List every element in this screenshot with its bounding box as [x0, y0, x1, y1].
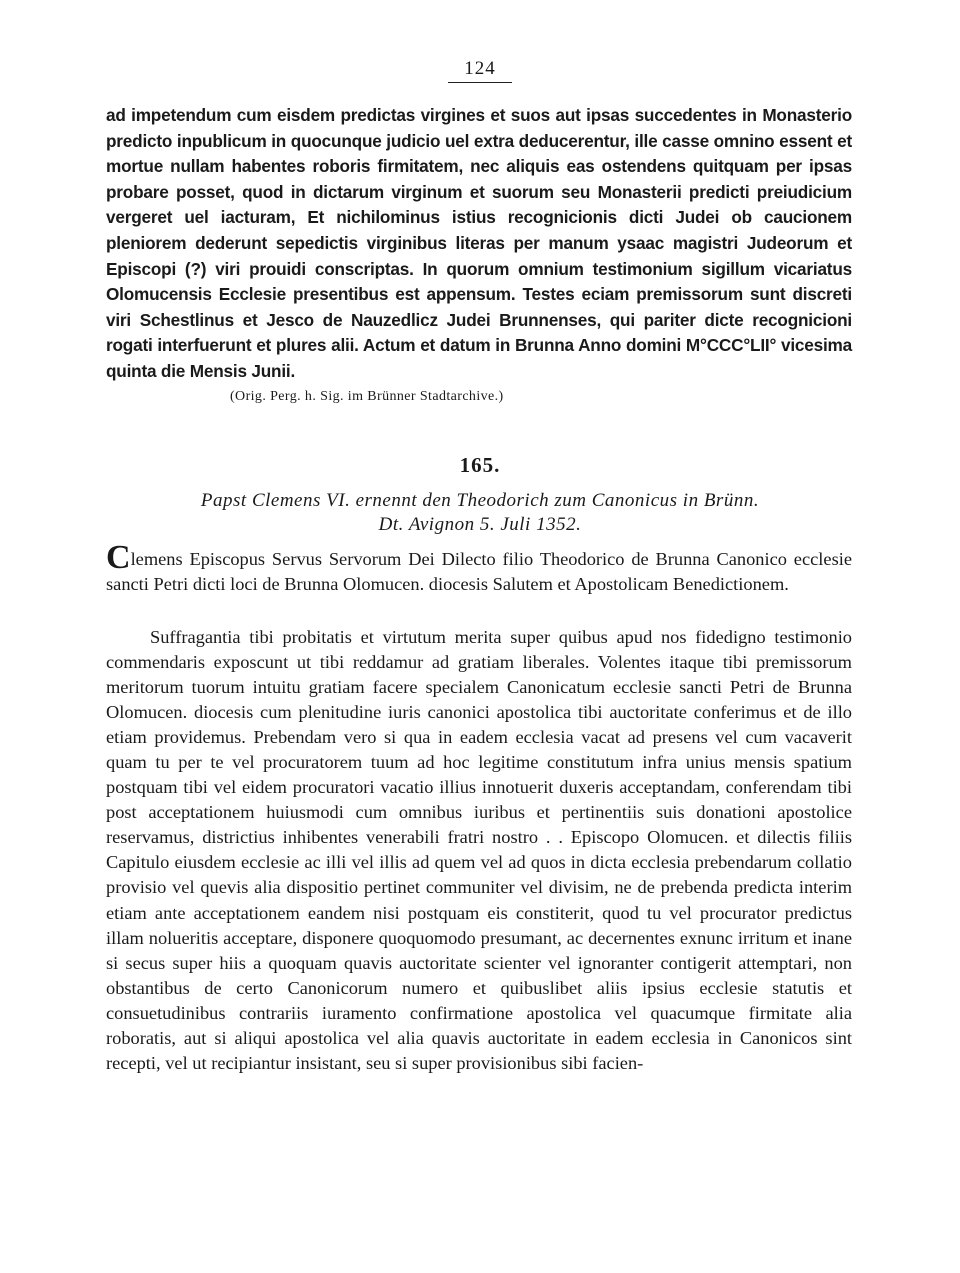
document-title [0, 489, 960, 537]
opening-text: lemens Episcopus Servus Servorum Dei Dilecto filio Theodorico de Brunna Canonico ecclesie sancti Petri dicti loci de Brunna Olomucen. diocesis Salutem et Apostolicam Benedictionem. [106, 549, 852, 595]
document-number: 165. [459, 453, 501, 477]
document-title-line-1: Papst Clemens VI. ernennt den Theodorich zum Canonicus in Brünn. [200, 490, 760, 511]
page-number-rule [448, 82, 512, 83]
drop-initial: C [106, 539, 131, 576]
opening-paragraph [106, 539, 852, 597]
page-number-text: 124 [464, 58, 496, 79]
page-number [0, 58, 960, 83]
continuation-paragraph: ad impetendum cum eisdem predictas virgines et suos aut ipsas succedentes in Monasterio predicto inpublicum in quocunque judicio uel extra deducerentur, ille casse omnino essent et mortue nullam habentes roboris firmitatem, nec aliquis eas ostendens quitquam per ipsas probare posset, quod in dictarum virginum et suorum seu Monasterii predicti preiudicium vergeret uel iacturam, Et nichilominus istius recognicionis dicti Judei ob caucionem pleniorem dederunt sepedictis virginibus literas per manum ysaac magistri Judeorum et Episcopi (?) viri prouidi conscriptas. In quorum omnium testimonium sigillum vicariatus Olomucensis Ecclesie presentibus est appensum. Testes eciam premissorum sunt discreti viri Schestlinus et Jesco de Nauzedlicz Judei Brunnenses, qui pariter dicte recognicioni rogati interfuerunt et plures alii. Actum et datum in Brunna Anno domini M°CCC°LII° vicesima quinta die Mensis Junii. [106, 105, 852, 381]
body-paragraph: Suffragantia tibi probitatis et virtutum merita super quibus apud nos fidedigno testimonio commendaris exposcunt ut tibi reddamur ad gratiam liberales. Volentes itaque tibi premissorum meritorum tuorum intuitu gratiam facere specialem Canonicatum ecclesie sancti Petri de Brunna Olomucen. diocesis cum plenitudine iuris canonici apostolica tibi auctoritate conferimus et de illo etiam providemus. Prebendam vero si qua in eadem ecclesia vacat ad presens vel cum vacaverit quam tu per te vel procuratorem tuum ad hoc legitime constitutum infra unius mensis spatium postquam tibi vel eidem procuratori vacatio illius innotuerit duxeris acceptandam, conferendam tibi post acceptationem huiusmodi cum omnibus iuribus et pertinentiis suis donationi apostolice reservamus, districtius inhibentes venerabili fratri nostro . . Episcopo Olomucen. et dilectis filiis Capitulo eiusdem ecclesie ac illi vel illis ad quem vel ad quos in dicta ecclesia prebendarum collatio provisio vel quevis alia dispositio pertinet communiter vel divisim, ne de prebenda predicta interim etiam ante acceptationem eandem nisi postquam eis constiterit, quod tu vel procurator predictus illam nolueritis acceptare, disponere quoquomodo presumant, ac decernentes exnunc irritum et inane si secus super hiis a quoquam quavis auctoritate scienter vel ignoranter contigerit attemptari, non obstantibus de certo Canonicorum numero et quibuslibet aliis ipsius ecclesie statutis et consuetudinibus contrariis iuramento confirmatione apostolica vel quacumque firmitate alia roboratis, aut si aliqui apostolica vel alia quavis auctoritate in eadem ecclesia in Canonicos sint recepti, vel ut recipiantur insistant, seu si super provisionibus sibi facien- [106, 627, 852, 1073]
document-title-line-2: Dt. Avignon 5. Juli 1352. [378, 514, 582, 535]
source-note: (Orig. Perg. h. Sig. im Brünner Stadtarchive.) [230, 389, 504, 404]
